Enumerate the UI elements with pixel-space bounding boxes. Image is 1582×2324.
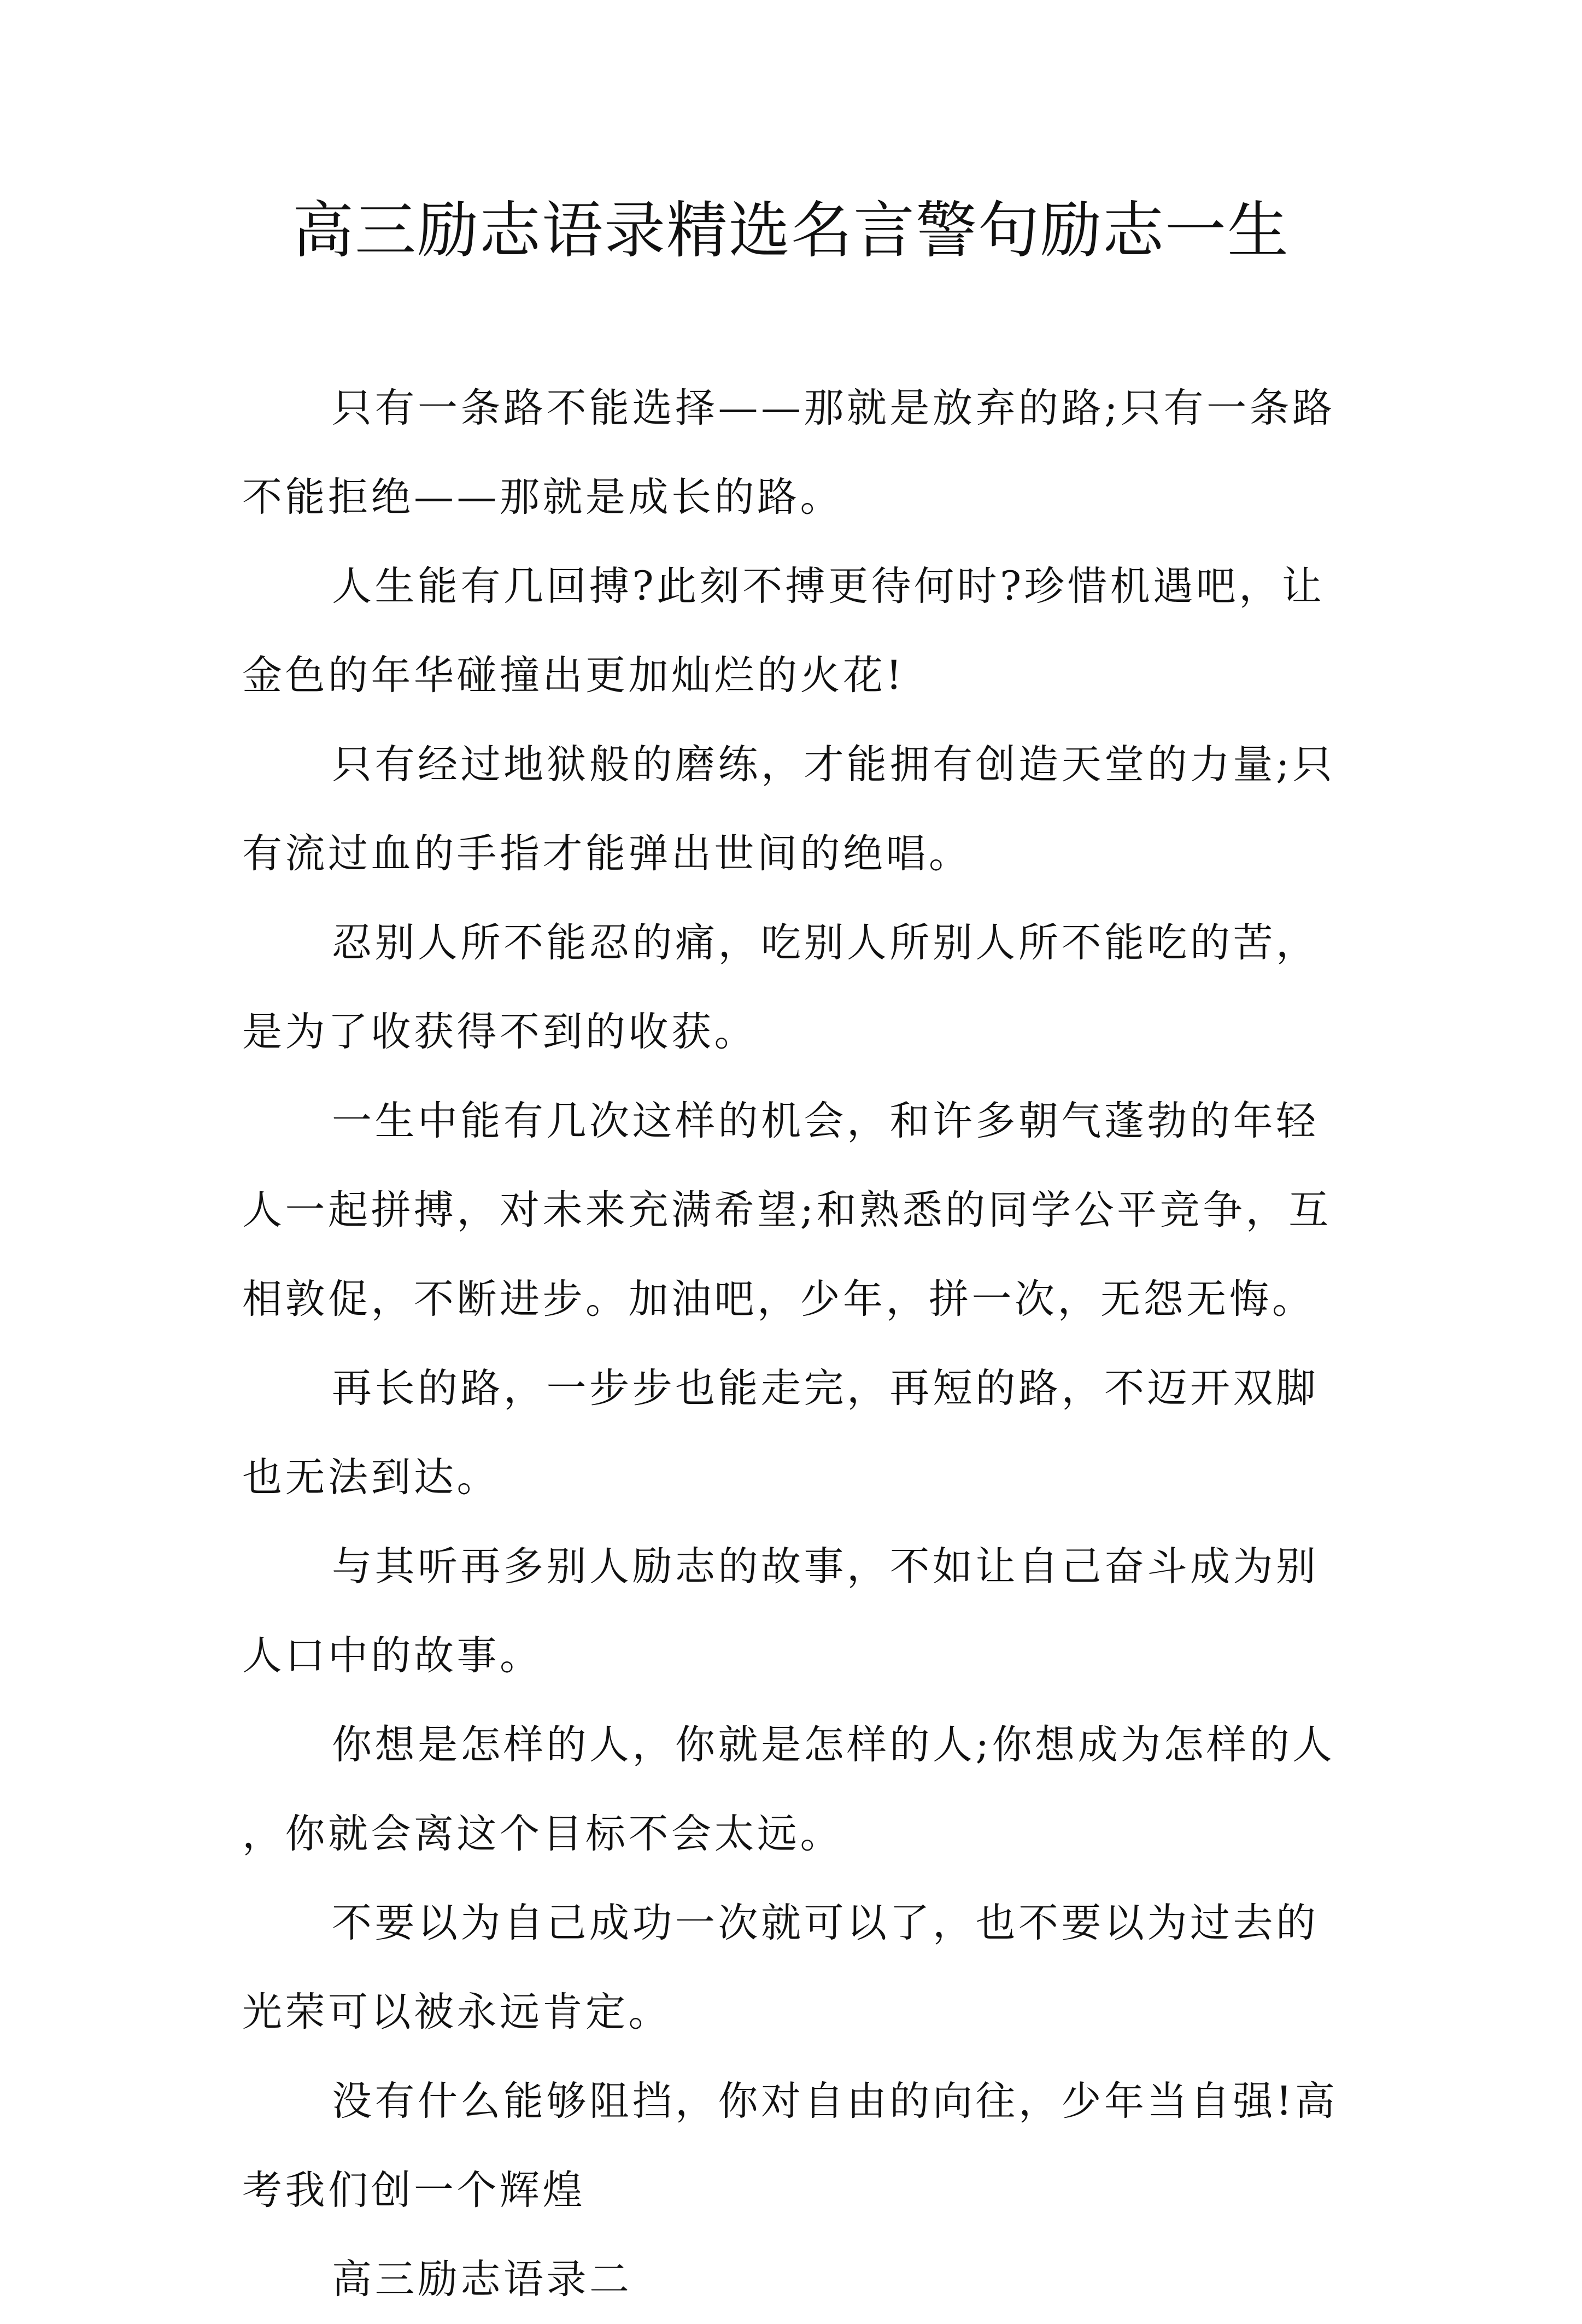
section-heading: 高三励志语录二 — [332, 2256, 632, 2303]
paragraph: 与其听再多别人励志的故事，不如让自己奋斗成为别人口中的故事。 — [242, 1543, 1319, 1679]
paragraph: 一生中能有几次这样的机会，和许多朝气蓬勃的年轻人一起拼搏，对未来充满希望;和熟悉的同学公平竞争，互相敦促，不断进步。加油吧，少年，拼一次，无怨无悔。 — [242, 1098, 1332, 1322]
paragraph: 只有一条路不能选择——那就是放弃的路;只有一条路不能拒绝——那就是成长的路。 — [242, 385, 1335, 520]
paragraph: 再长的路，一步步也能走完，再短的路，不迈开双脚也无法到达。 — [242, 1365, 1319, 1501]
paragraph: 忍别人所不能忍的痛，吃别人所别人所不能吃的苦，是为了收获得不到的收获。 — [242, 920, 1319, 1055]
document-title: 高三励志语录精选名言警句励志一生 — [292, 195, 1290, 266]
paragraph: 没有什么能够阻挡，你对自由的向往，少年当自强!高考我们创一个辉煌 — [242, 2078, 1338, 2214]
document-body — [242, 364, 1352, 2324]
paragraph: 只有经过地狱般的磨练，才能拥有创造天堂的力量;只有流过血的手指才能弹出世间的绝唱。 — [242, 741, 1335, 877]
paragraph: 人生能有几回搏?此刻不搏更待何时?珍惜机遇吧，让金色的年华碰撞出更加灿烂的火花! — [242, 563, 1325, 699]
paragraph: 不要以为自己成功一次就可以了，也不要以为过去的光荣可以被永远肯定。 — [242, 1900, 1319, 2035]
paragraph: 你想是怎样的人，你就是怎样的人;你想成为怎样的人，你就会离这个目标不会太远。 — [242, 1722, 1335, 1857]
